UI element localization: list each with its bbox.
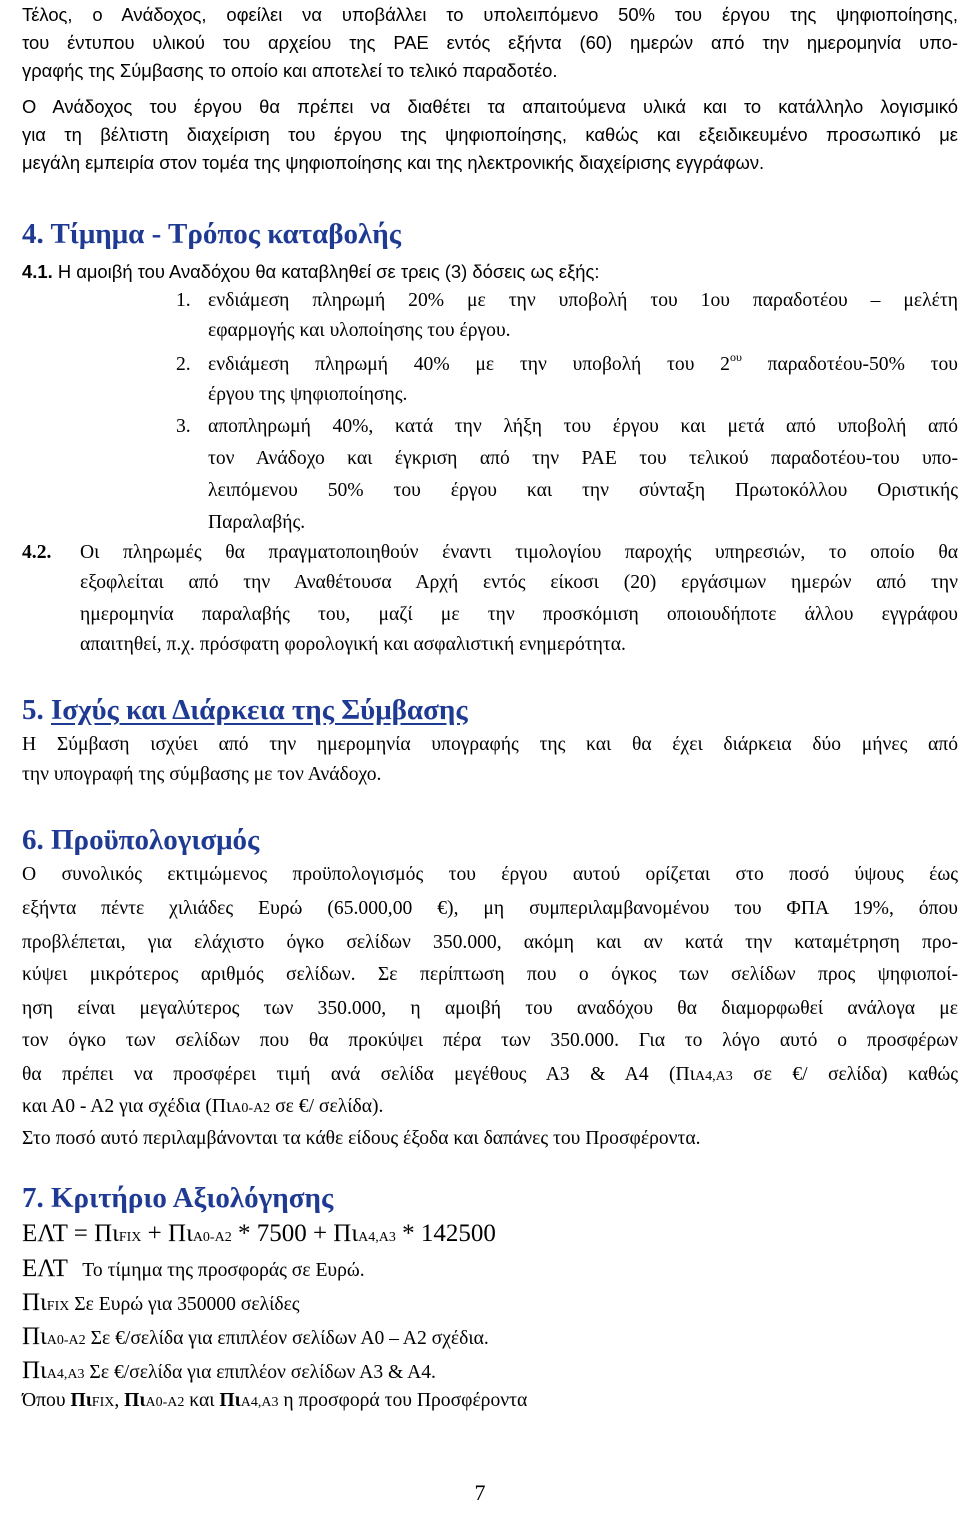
definition-pi-a0a2-symbol: Πι <box>22 1323 47 1350</box>
where-pi-1: Πι <box>70 1390 92 1411</box>
definition-pi-a4a3 <box>22 1356 436 1390</box>
formula-sub-a0a2: Α0-Α2 <box>192 1230 232 1245</box>
section-7-heading <box>22 1180 333 1216</box>
formula-part-c: * 7500 + Πι <box>231 1220 359 1247</box>
formula-part-b: + Πι <box>141 1220 193 1247</box>
where-a: Όπου <box>22 1390 71 1411</box>
formula-sub-fix: FIX <box>118 1230 142 1245</box>
subsection-4-2-line3: ημερομηνία παραλαβής του, μαζί με την προσκόμιση οποιουδήποτε άλλου εγγράφου <box>80 604 958 625</box>
definition-pi-a4a3-text: Σε €/σελίδα για επιπλέον σελίδων Α3 & Α4. <box>84 1362 436 1383</box>
where-and: και <box>184 1390 220 1411</box>
definition-pi-a4a3-sub: Α4,Α3 <box>46 1367 85 1382</box>
section-6-line7 <box>22 1060 958 1092</box>
section-6-number: 6. <box>22 824 44 856</box>
section-4-number: 4. <box>22 218 44 250</box>
definition-pi-fix <box>22 1288 300 1322</box>
section-6-line5: ηση είναι μεγαλύτερος των 350.000, η αμοιβή του αναδόχου θα διαμορφωθεί ανάλογα με <box>22 998 958 1019</box>
where-pi-2: Πι <box>124 1390 146 1411</box>
section-5-line1: Η Σύμβαση ισχύει από την ημερομηνία υπογραφής της και θα έχει διάρκεια δύο μήνες από <box>22 734 958 755</box>
section-6-line7-b: σε €/ σελίδα) καθώς <box>732 1064 958 1085</box>
section-6-line8-b: σε €/ σελίδα). <box>270 1096 384 1117</box>
where-pi-3: Πι <box>219 1390 241 1411</box>
list-item-3-line3: λειπόμενου 50% του έργου και την σύνταξη Πρωτοκόλλου Οριστικής <box>208 480 958 501</box>
where-sub-fix: FIX <box>91 1395 115 1410</box>
paragraph-contractor-line1: Ο Ανάδοχος του έργου θα πρέπει να διαθέτει τα απαιτούμενα υλικά και το κατάλληλο λογισμικό <box>22 96 958 117</box>
section-5-heading <box>22 692 468 728</box>
where-sub-a0a2: Α0-Α2 <box>145 1395 185 1410</box>
definition-pi-a0a2-text: Σε €/σελίδα για επιπλέον σελίδων Α0 – Α2 σχέδια. <box>85 1328 489 1349</box>
section-6-title: Προϋπολογισμός <box>51 824 260 856</box>
definition-elt <box>22 1254 365 1286</box>
subsection-4-1 <box>22 258 599 286</box>
paragraph-delivery-line1: Τέλος, ο Ανάδοχος, οφείλει να υποβάλλει το υπολειπόμενο 50% του έργου της ψηφιοποίησης, <box>22 4 958 25</box>
list-item-1-line2: εφαρμογής και υλοποίησης του έργου. <box>208 320 511 341</box>
definition-pi-a0a2-sub: Α0-Α2 <box>46 1333 86 1348</box>
list-item-2-text-a: ενδιάμεση πληρωμή 40% με την υποβολή του 2 <box>208 354 730 375</box>
section-4-title: Τίμημα - Τρόπος καταβολής <box>50 218 401 250</box>
where-tail: η προσφορά του Προσφέροντα <box>278 1390 528 1411</box>
where-comma: , <box>114 1390 125 1411</box>
paragraph-delivery-line3: γραφής της Σύμβασης το οποίο και αποτελεί το τελικό παραδοτέο. <box>22 60 558 81</box>
list-item-2-text-b: παραδοτέου-50% του <box>741 354 958 375</box>
section-6-line8-sub: Α0-Α2 <box>231 1101 271 1116</box>
evaluation-formula <box>22 1218 496 1254</box>
section-5-line2: την υπογραφή της σύμβασης με τον Ανάδοχο. <box>22 764 382 785</box>
formula-part-a: ΕΛΤ = Πι <box>22 1220 119 1247</box>
section-6-line2: εξήντα πέντε χιλιάδες Ευρώ (65.000,00 €), μη συμπεριλαμβανομένου του ΦΠΑ 19%, όπου <box>22 898 958 919</box>
section-6-line3: προβλέπεται, για ελάχιστο όγκο σελίδων 350.000, ακόμη και αν κατά την καταμέτρηση προ- <box>22 932 958 953</box>
section-6-heading <box>22 822 259 858</box>
paragraph-contractor-line3: μεγάλη εμπειρία στον τομέα της ψηφιοποίησης και της ηλεκτρονικής διαχείρισης εγγράφων. <box>22 152 765 173</box>
formula-sub-a4a3: Α4,Α3 <box>358 1230 396 1245</box>
section-6-line8-a: και Α0 - Α2 για σχέδια (Πι <box>22 1096 232 1117</box>
definition-pi-a4a3-symbol: Πι <box>22 1357 47 1384</box>
section-6-line4: κύψει μικρότερος αριθμός σελίδων. Σε περίπτωση που ο όγκος των σελίδων προς ψηφιοποί- <box>22 964 958 985</box>
section-7-number: 7. <box>22 1182 44 1214</box>
section-6-line9: Στο ποσό αυτό περιλαμβάνονται τα κάθε είδους έξοδα και δαπάνες του Προσφέροντα. <box>22 1128 701 1149</box>
where-sub-a4a3: Α4,Α3 <box>240 1395 279 1410</box>
definition-pi-fix-sub: FIX <box>46 1299 70 1314</box>
subsection-4-2-number: 4.2. <box>22 542 52 563</box>
section-5-number: 5. <box>22 694 44 726</box>
list-item-2-line2: έργου της ψηφιοποίησης. <box>208 384 408 405</box>
list-item-2-number: 2. <box>176 354 191 375</box>
formula-part-d: * 142500 <box>395 1220 496 1247</box>
where-clause <box>22 1386 527 1418</box>
section-6-line6: τον όγκο των σελίδων που θα προκύψει πέρα των 350.000. Για το λόγο αυτό ο προσφέρων <box>22 1030 958 1051</box>
subsection-4-2-line4: απαιτηθεί, π.χ. πρόσφατη φορολογική και ασφαλιστική ενημερότητα. <box>80 634 626 655</box>
list-item-3-line2: τον Ανάδοχο και έγκριση από την ΡΑΕ του τελικού παραδοτέου-του υπο- <box>208 448 958 469</box>
subsection-4-2-line2: εξοφλείται από την Αναθέτουσα Αρχή εντός είκοσι (20) εργάσιμων ημερών από την <box>80 572 958 593</box>
section-6-line7-sub: Α4,Α3 <box>694 1069 733 1084</box>
section-5-title: Ισχύς και Διάρκεια της Σύμβασης <box>51 694 468 726</box>
subsection-4-1-text: Η αμοιβή του Αναδόχου θα καταβληθεί σε τρεις (3) δόσεις ως εξής: <box>57 261 600 282</box>
definition-pi-fix-text: Σε Ευρώ για 350000 σελίδες <box>69 1294 300 1315</box>
list-item-3-line4: Παραλαβής. <box>208 512 306 533</box>
list-item-1-number: 1. <box>176 290 191 311</box>
list-item-1-line1: ενδιάμεση πληρωμή 20% με την υποβολή του 1ου παραδοτέου – μελέτη <box>208 290 958 311</box>
definition-pi-a0a2 <box>22 1322 489 1356</box>
list-item-3-line1: αποπληρωμή 40%, κατά την λήξη του έργου και μετά από υποβολή από <box>208 416 958 437</box>
page-number: 7 <box>474 1480 486 1505</box>
section-7-title: Κριτήριο Αξιολόγησης <box>51 1182 334 1214</box>
paragraph-contractor-line2: για τη βέλτιστη διαχείριση του έργου της ψηφιοποίησης, καθώς και εξειδικευμένο προσωπικό με <box>22 124 958 145</box>
definition-pi-fix-symbol: Πι <box>22 1289 47 1316</box>
section-4-heading <box>22 216 401 252</box>
definition-elt-text: Το τίμημα της προσφοράς σε Ευρώ. <box>67 1260 365 1281</box>
section-6-line1: Ο συνολικός εκτιμώμενος προϋπολογισμός του έργου αυτού ορίζεται στο ποσό ύψους έως <box>22 864 958 885</box>
subsection-4-1-number: 4.1. <box>22 261 53 282</box>
list-item-3-number: 3. <box>176 416 191 437</box>
list-item-2-ordinal: ου <box>729 350 742 364</box>
list-item-2-line1 <box>208 350 958 380</box>
paragraph-delivery-line2: του έντυπου υλικού του αρχείου της ΡΑΕ εντός εξήντα (60) ημερών από την ημερομηνία υπο- <box>22 32 958 53</box>
section-6-line8 <box>22 1092 958 1124</box>
subsection-4-2-line1: Οι πληρωμές θα πραγματοποιηθούν έναντι τιμολογίου παροχής υπηρεσιών, το οποίο θα <box>80 542 958 563</box>
definition-elt-symbol: ΕΛΤ <box>22 1255 68 1282</box>
section-6-line7-a: θα πρέπει να προσφέρει τιμή ανά σελίδα μεγέθους Α3 & Α4 (Πι <box>22 1064 695 1085</box>
